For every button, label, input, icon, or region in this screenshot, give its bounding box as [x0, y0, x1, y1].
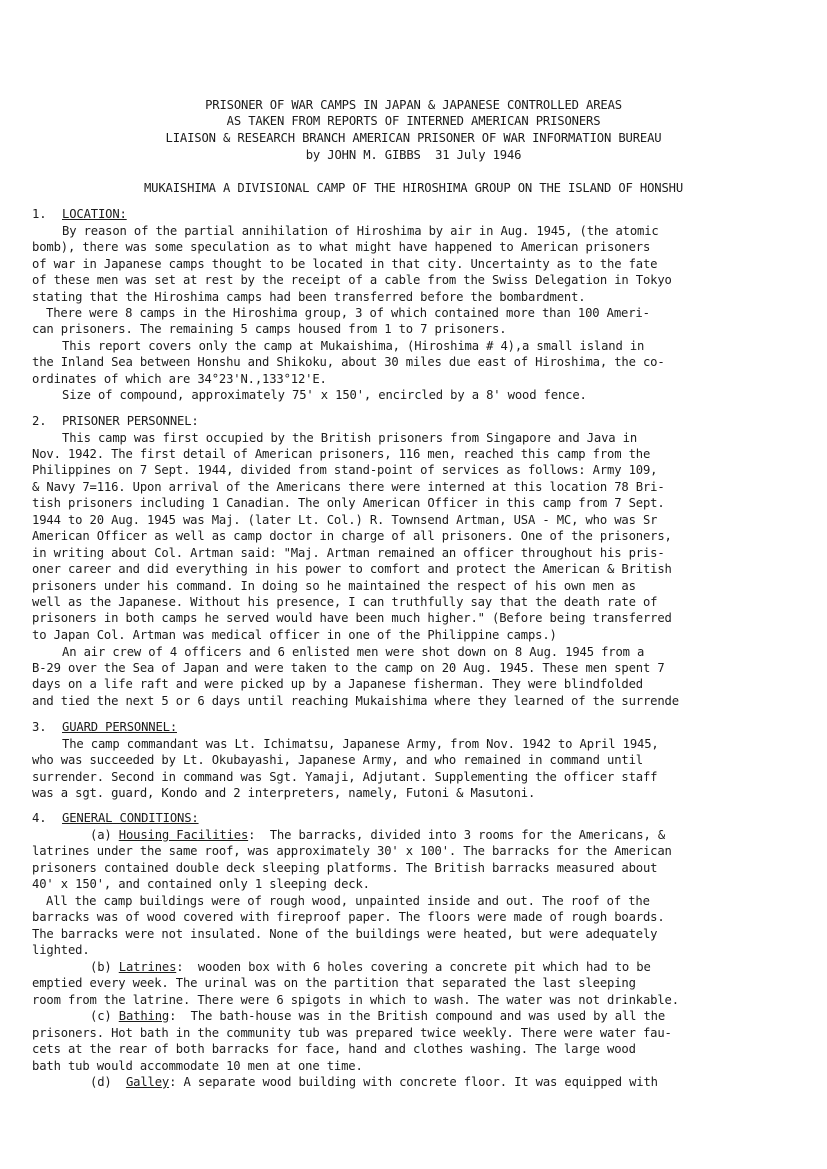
section-1-number: 1.	[32, 207, 47, 221]
text-line: American Officer as well as camp doctor in charge of all prisoners. One of the prisoners,	[32, 529, 672, 543]
header-line-1: PRISONER OF WAR CAMPS IN JAPAN & JAPANESE CONTROLLED AREAS	[205, 98, 622, 112]
text-line: cets at the rear of both barracks for face, hand and clothes washing. The large wood	[32, 1042, 636, 1056]
text-line: in writing about Col. Artman said: "Maj. Artman remained an officer throughout his pris-	[32, 546, 665, 560]
text-line: the Inland Sea between Honshu and Shikoku, about 30 miles due east of Hiroshima, the co-	[32, 355, 665, 369]
text-line: bath tub would accommodate 10 men at one time.	[32, 1059, 363, 1073]
subsection-c-prefix: (c)	[90, 1009, 119, 1023]
text-line: prisoners contained double deck sleeping platforms. The British barracks measured about	[32, 861, 658, 875]
text-line: Philippines on 7 Sept. 1944, divided from stand-point of services as follows: Army 109,	[32, 463, 658, 477]
text-line: and tied the next 5 or 6 days until reaching Mukaishima where they learned of the surrende	[32, 694, 679, 708]
subsection-a-title: Housing Facilities	[118, 828, 249, 842]
text-line: of these men was set at rest by the receipt of a cable from the Swiss Delegation in Tokyo	[32, 273, 672, 287]
text-line: Size of compound, approximately 75' x 150', encircled by a 8' wood fence.	[62, 388, 587, 402]
text-line: stating that the Hiroshima camps had been transferred before the bombardment.	[32, 290, 586, 304]
subsection-b-text: : wooden box with 6 holes covering a concrete pit which had to be	[176, 960, 651, 974]
subsection-a-text: : The barracks, divided into 3 rooms for the Americans, &	[248, 828, 665, 842]
text-line: ordinates of which are 34°23'N.,133°12'E.	[32, 372, 327, 386]
text-line: well as the Japanese. Without his presence, I can truthfully say that the death rate of	[32, 595, 658, 609]
text-line: bomb), there was some speculation as to what might have happened to American prisoners	[32, 240, 651, 254]
text-line: tish prisoners including 1 Canadian. The only American Officer in this camp from 7 Sept.	[32, 496, 665, 510]
section-1-title: LOCATION:	[62, 207, 127, 221]
section-2-number: 2.	[32, 414, 47, 428]
document-subtitle: MUKAISHIMA A DIVISIONAL CAMP OF THE HIROSHIMA GROUP ON THE ISLAND OF HONSHU	[143, 181, 684, 195]
section-4-title: GENERAL CONDITIONS:	[62, 811, 199, 825]
text-line: By reason of the partial annihilation of Hiroshima by air in Aug. 1945, (the atomic	[62, 224, 659, 238]
text-line: prisoners under his command. In doing so he maintained the respect of his own men as	[32, 579, 636, 593]
text-line: An air crew of 4 officers and 6 enlisted men were shot down on 8 Aug. 1945 from a	[62, 645, 645, 659]
text-line: There were 8 camps in the Hiroshima group, 3 of which contained more than 100 Ameri-	[46, 306, 650, 320]
header-line-3: LIAISON & RESEARCH BRANCH AMERICAN PRISONER OF WAR INFORMATION BUREAU	[165, 131, 662, 145]
text-line: The barracks were not insulated. None of the buildings were heated, but were adequately	[32, 927, 658, 941]
text-line: who was succeeded by Lt. Okubayashi, Japanese Army, and who remained in command until	[32, 753, 643, 767]
text-line: barracks was of wood covered with fireproof paper. The floors were made of rough boards.	[32, 910, 665, 924]
subsection-a-prefix: (a)	[90, 828, 119, 842]
text-line: lighted.	[32, 943, 90, 957]
text-line: All the camp buildings were of rough wood, unpainted inside and out. The roof of the	[46, 894, 650, 908]
text-line: This camp was first occupied by the British prisoners from Singapore and Java in	[62, 431, 637, 445]
text-line: room from the latrine. There were 6 spigots in which to wash. The water was not drinkable.	[32, 993, 679, 1007]
subsection-b-title: Latrines	[118, 960, 177, 974]
text-line: was a sgt. guard, Kondo and 2 interpreters, namely, Futoni & Masutoni.	[32, 786, 536, 800]
text-line: This report covers only the camp at Mukaishima, (Hiroshima # 4),a small island in	[62, 339, 645, 353]
header-line-2: AS TAKEN FROM REPORTS OF INTERNED AMERICAN PRISONERS	[226, 114, 601, 128]
text-line: 40' x 150', and contained only 1 sleeping deck.	[32, 877, 370, 891]
section-4-number: 4.	[32, 811, 47, 825]
text-line: to Japan Col. Artman was medical officer in one of the Philippine camps.)	[32, 628, 557, 642]
subsection-b-line	[90, 960, 651, 975]
section-2-title: PRISONER PERSONNEL:	[62, 414, 199, 428]
section-3-title: GUARD PERSONNEL:	[62, 720, 177, 734]
text-line: emptied every week. The urinal was on the partition that separated the last sleeping	[32, 976, 636, 990]
text-line: oner career and did everything in his power to comfort and protect the American & British	[32, 562, 672, 576]
text-line: of war in Japanese camps thought to be located in that city. Uncertainty as to the fate	[32, 257, 658, 271]
section-3-number: 3.	[32, 720, 47, 734]
text-line: latrines under the same roof, was approximately 30' x 100'. The barracks for the American	[32, 844, 672, 858]
text-line: days on a life raft and were picked up by a Japanese fisherman. They were blindfolded	[32, 677, 643, 691]
text-line: The camp commandant was Lt. Ichimatsu, Japanese Army, from Nov. 1942 to April 1945,	[62, 737, 659, 751]
subsection-d-prefix: (d)	[90, 1075, 126, 1089]
header-line-4: by JOHN M. GIBBS 31 July 1946	[305, 148, 522, 162]
subsection-c-title: Bathing	[118, 1009, 170, 1023]
text-line: can prisoners. The remaining 5 camps housed from 1 to 7 prisoners.	[32, 322, 507, 336]
subsection-d-line	[90, 1075, 658, 1090]
text-line: B-29 over the Sea of Japan and were taken to the camp on 20 Aug. 1945. These men spent 7	[32, 661, 665, 675]
text-line: prisoners. Hot bath in the community tub was prepared twice weekly. There were water fau-	[32, 1026, 672, 1040]
subsection-b-prefix: (b)	[90, 960, 119, 974]
subsection-a-line	[90, 828, 665, 843]
text-line: surrender. Second in command was Sgt. Yamaji, Adjutant. Supplementing the officer staff	[32, 770, 658, 784]
subsection-c-line	[90, 1009, 665, 1024]
subsection-c-text: : The bath-house was in the British compound and was used by all the	[169, 1009, 665, 1023]
text-line: Nov. 1942. The first detail of American prisoners, 116 men, reached this camp from the	[32, 447, 651, 461]
text-line: 1944 to 20 Aug. 1945 was Maj. (later Lt. Col.) R. Townsend Artman, USA - MC, who was Sr	[32, 513, 658, 527]
subsection-d-title: Galley	[125, 1075, 170, 1089]
text-line: prisoners in both camps he served would have been much higher." (Before being transferred	[32, 611, 672, 625]
text-line: & Navy 7=116. Upon arrival of the Americans there were interned at this location 78 Bri-	[32, 480, 665, 494]
subsection-d-text: : A separate wood building with concrete floor. It was equipped with	[169, 1075, 658, 1089]
